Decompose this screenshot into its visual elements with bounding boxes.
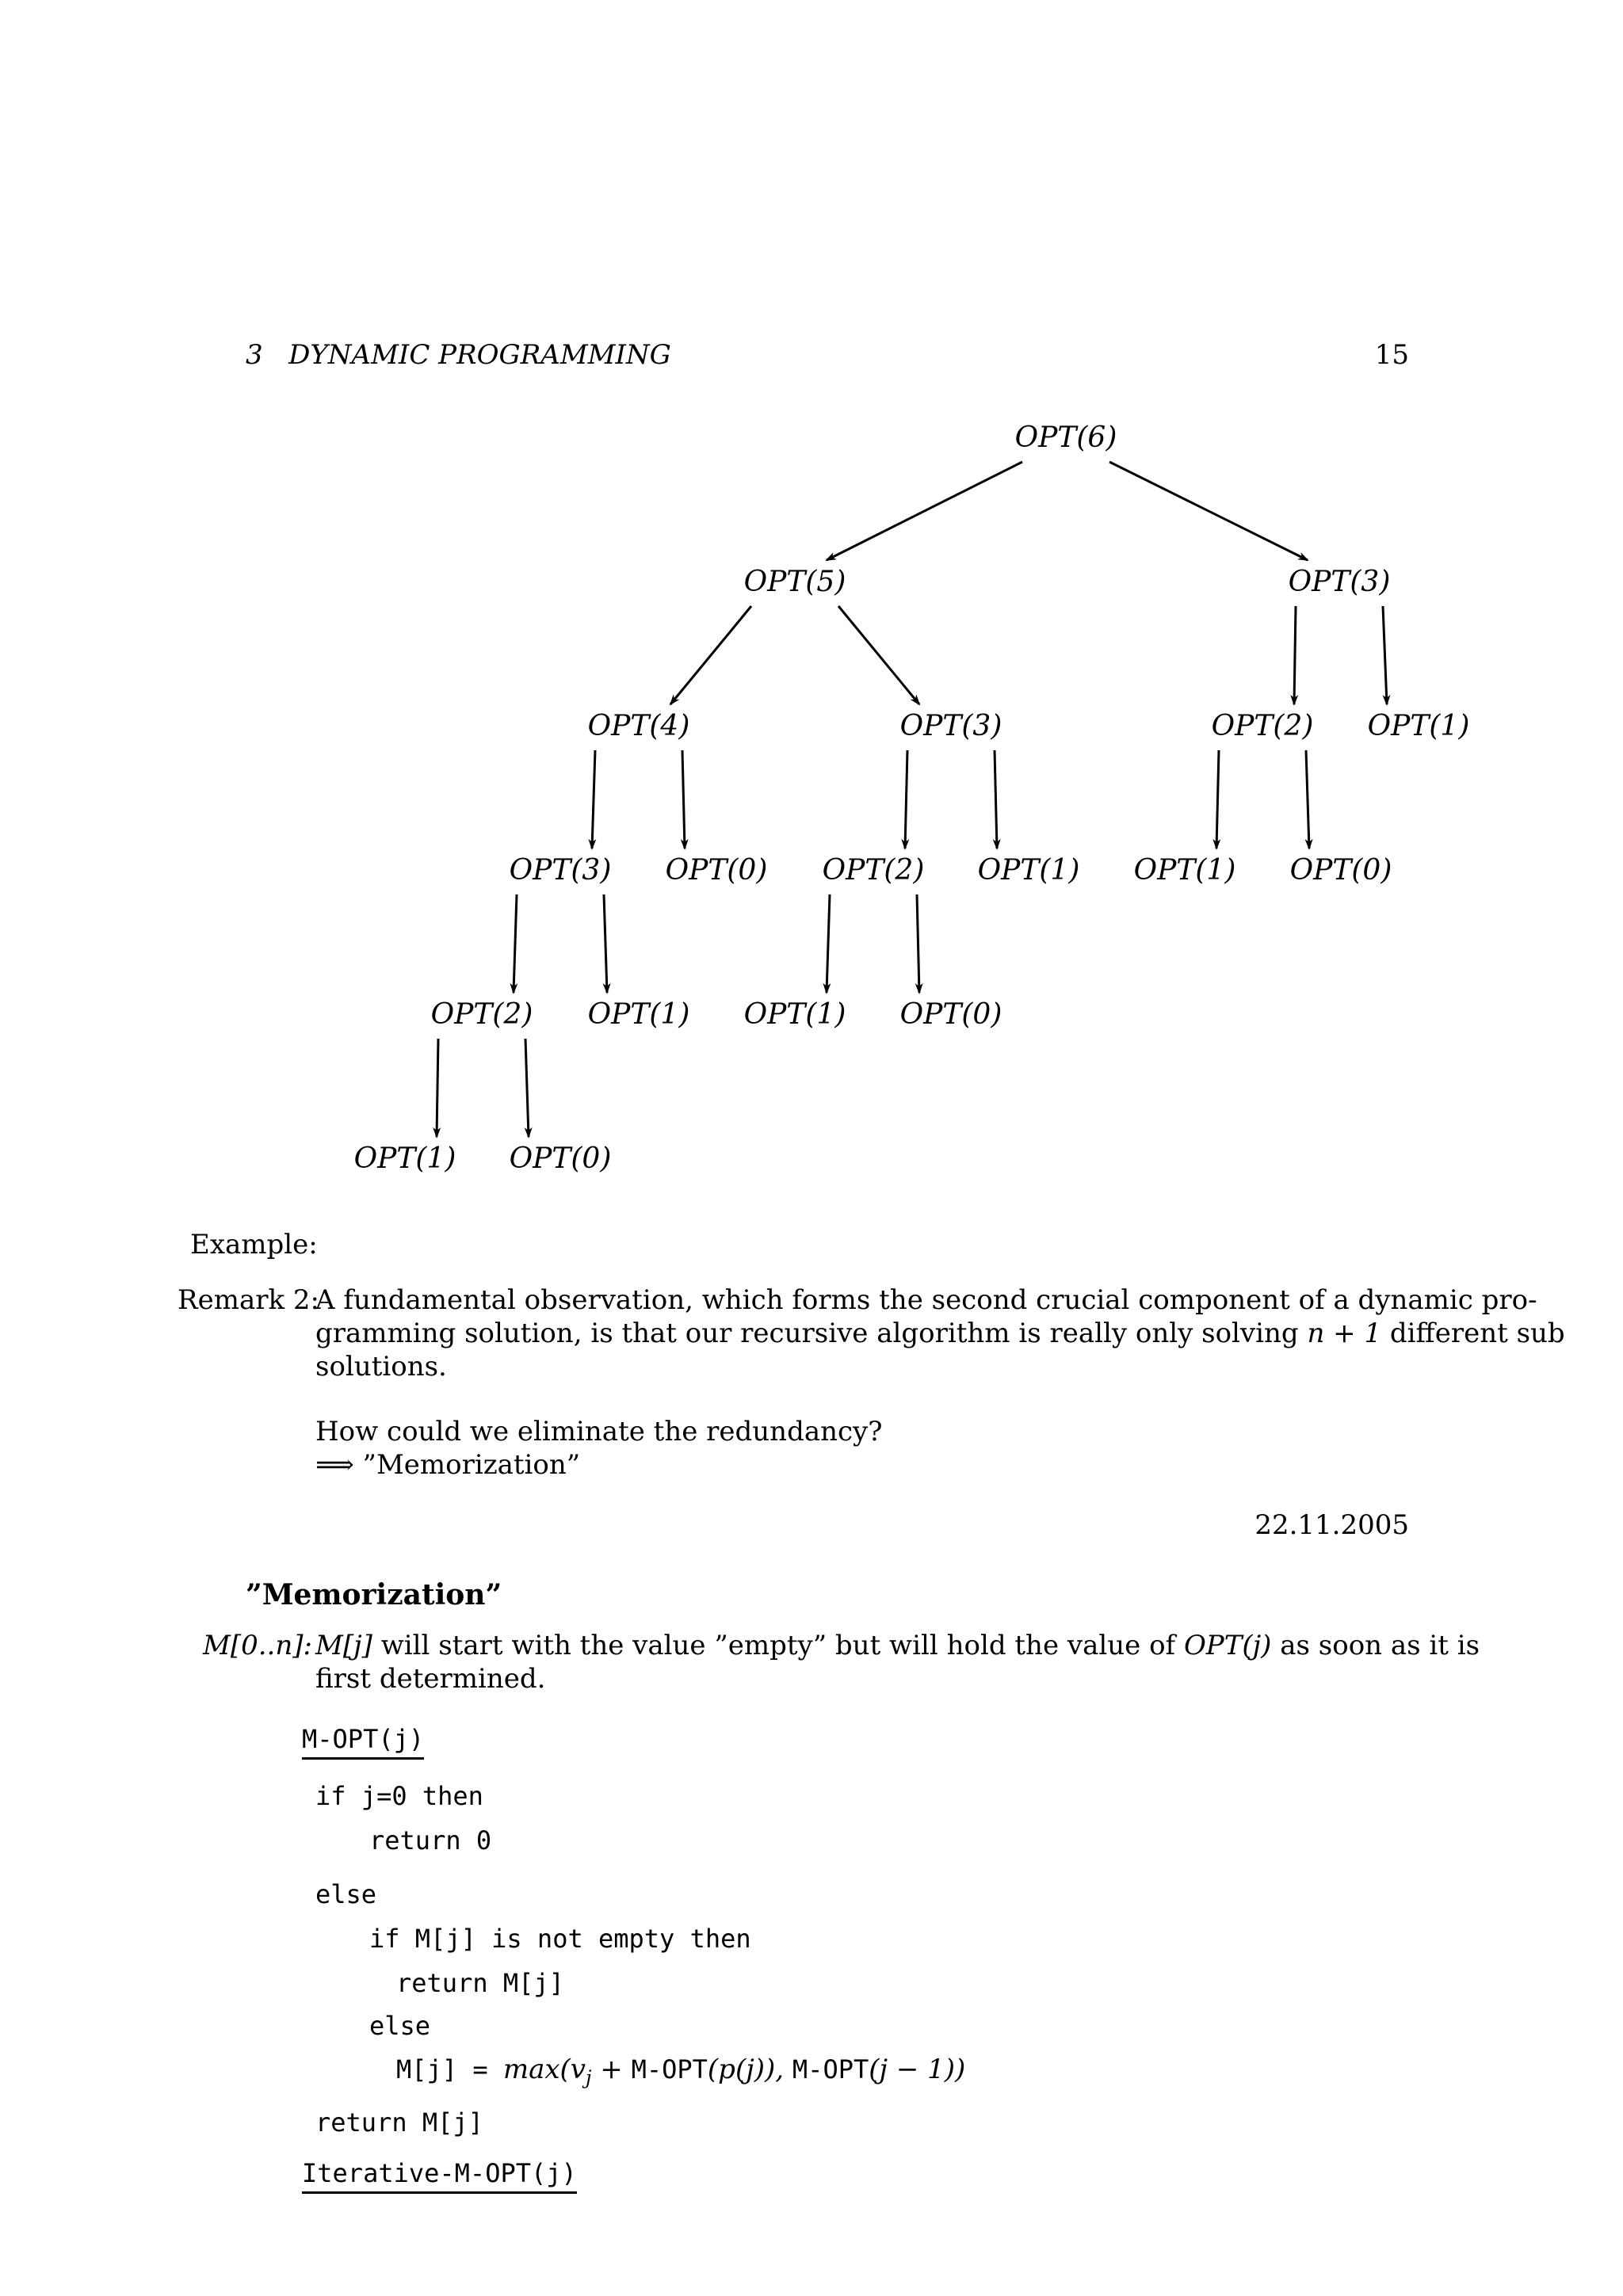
tree-node: OPT(1) (587, 998, 690, 1031)
tree-edge (682, 750, 685, 849)
code-l7-arg1: (p(j)), (707, 2054, 792, 2085)
code-line-1: if j=0 then (315, 1781, 483, 1811)
code-l7-max: max (502, 2054, 560, 2085)
tree-edge (827, 894, 830, 993)
remark-paragraph (315, 1283, 1565, 1383)
tree-node: OPT(6) (1014, 421, 1117, 454)
tree-node: OPT(1) (977, 854, 1080, 887)
tree-edge (1109, 462, 1308, 560)
remark-line-2 (315, 1317, 1565, 1350)
tree-node: OPT(0) (509, 1142, 612, 1175)
remark-line-1: A fundamental observation, which forms the second crucial component of a dynamic pro- (315, 1284, 1537, 1316)
tree-node: OPT(2) (1211, 710, 1314, 742)
definition-line-1 (315, 1629, 1480, 1662)
tree-edge (525, 1039, 529, 1137)
code-l7-mopt1: M-OPT (631, 2054, 708, 2084)
definition-optj: OPT(j) (1183, 1630, 1272, 1661)
definition-mj: M[j] (315, 1630, 372, 1661)
remark-line-2a: gramming solution, is that our recursive algorithm is really only solving (315, 1318, 1308, 1349)
remark-line-3: solutions. (315, 1351, 447, 1383)
tree-node: OPT(1) (743, 998, 846, 1031)
tree-edge (827, 462, 1022, 560)
remark-question: How could we eliminate the redundancy? (315, 1416, 883, 1447)
tree-node: OPT(5) (743, 566, 846, 598)
running-header (246, 339, 671, 371)
tree-edge (917, 894, 919, 993)
tree-edge (592, 750, 595, 849)
code-line-6: else (369, 2011, 431, 2041)
code-line-2: return 0 (369, 1825, 492, 1855)
tree-node: OPT(1) (1133, 854, 1236, 887)
tree-edge (1294, 606, 1296, 704)
chapter-number: 3 (246, 339, 263, 371)
remark-math: n + 1 (1307, 1318, 1382, 1349)
tree-node: OPT(1) (353, 1142, 456, 1175)
tree-edge (437, 1039, 438, 1137)
tree-node: OPT(1) (1367, 710, 1470, 742)
tree-edge (604, 894, 607, 993)
tree-node: OPT(3) (899, 710, 1002, 742)
algorithm-title (302, 1724, 424, 1760)
code-line-4: if M[j] is not empty then (369, 1924, 751, 1954)
code-line-8: return M[j] (315, 2107, 483, 2138)
definition-line-2: first determined. (315, 1663, 546, 1695)
chapter-title: DYNAMIC PROGRAMMING (288, 339, 671, 371)
section-title: ”Memorization” (246, 1578, 502, 1611)
remark-label: Remark 2: (178, 1284, 319, 1316)
tree-node: OPT(2) (822, 854, 925, 887)
definition-text-b: as soon as it is (1271, 1630, 1480, 1661)
tree-node: OPT(0) (1289, 854, 1392, 887)
tree-node: OPT(3) (509, 854, 612, 887)
tree-node: OPT(0) (899, 998, 1002, 1031)
algorithm-title-text: M-OPT(j) (302, 1724, 424, 1760)
tree-node: OPT(0) (665, 854, 768, 887)
remark-answer (315, 1448, 580, 1482)
remark-line-2b: different sub (1381, 1318, 1565, 1349)
remark-answer-text: ”Memorization” (353, 1449, 581, 1481)
tree-edge (670, 606, 751, 704)
code-l7-v: (v (559, 2054, 586, 2085)
code-l7-plus: + (591, 2054, 632, 2085)
code-l7-sub: j (586, 2066, 592, 2089)
recursion-tree (0, 396, 1623, 1196)
tree-edge (1383, 606, 1387, 704)
code-l7-a: M[j] = (396, 2054, 503, 2084)
tree-edge (995, 750, 997, 849)
code-line-3: else (315, 1879, 377, 1909)
code-line-5: return M[j] (396, 1968, 564, 1998)
algorithm-title-2-text: Iterative-M-OPT(j) (302, 2158, 577, 2194)
tree-edge (1306, 750, 1309, 849)
lecture-date: 22.11.2005 (1254, 1509, 1409, 1541)
tree-edge (514, 894, 517, 993)
page-number: 15 (1374, 339, 1409, 371)
tree-node: OPT(2) (430, 998, 533, 1031)
code-l7-mopt2: M-OPT (792, 2054, 869, 2084)
definition-text-a: will start with the value ”empty” but will hold the value of (372, 1630, 1184, 1661)
code-l7-arg2: (j − 1)) (869, 2054, 966, 2085)
algorithm-title-2 (302, 2158, 577, 2194)
tree-node: OPT(4) (587, 710, 690, 742)
example-label: Example: (190, 1229, 318, 1261)
implies-arrow: ⟹ (315, 1449, 354, 1481)
tree-edge (1216, 750, 1219, 849)
definition-label: M[0..n]: (203, 1630, 312, 1661)
code-line-7 (396, 2054, 965, 2088)
tree-edge (838, 606, 919, 704)
tree-node: OPT(3) (1288, 566, 1391, 598)
tree-edge (905, 750, 907, 849)
